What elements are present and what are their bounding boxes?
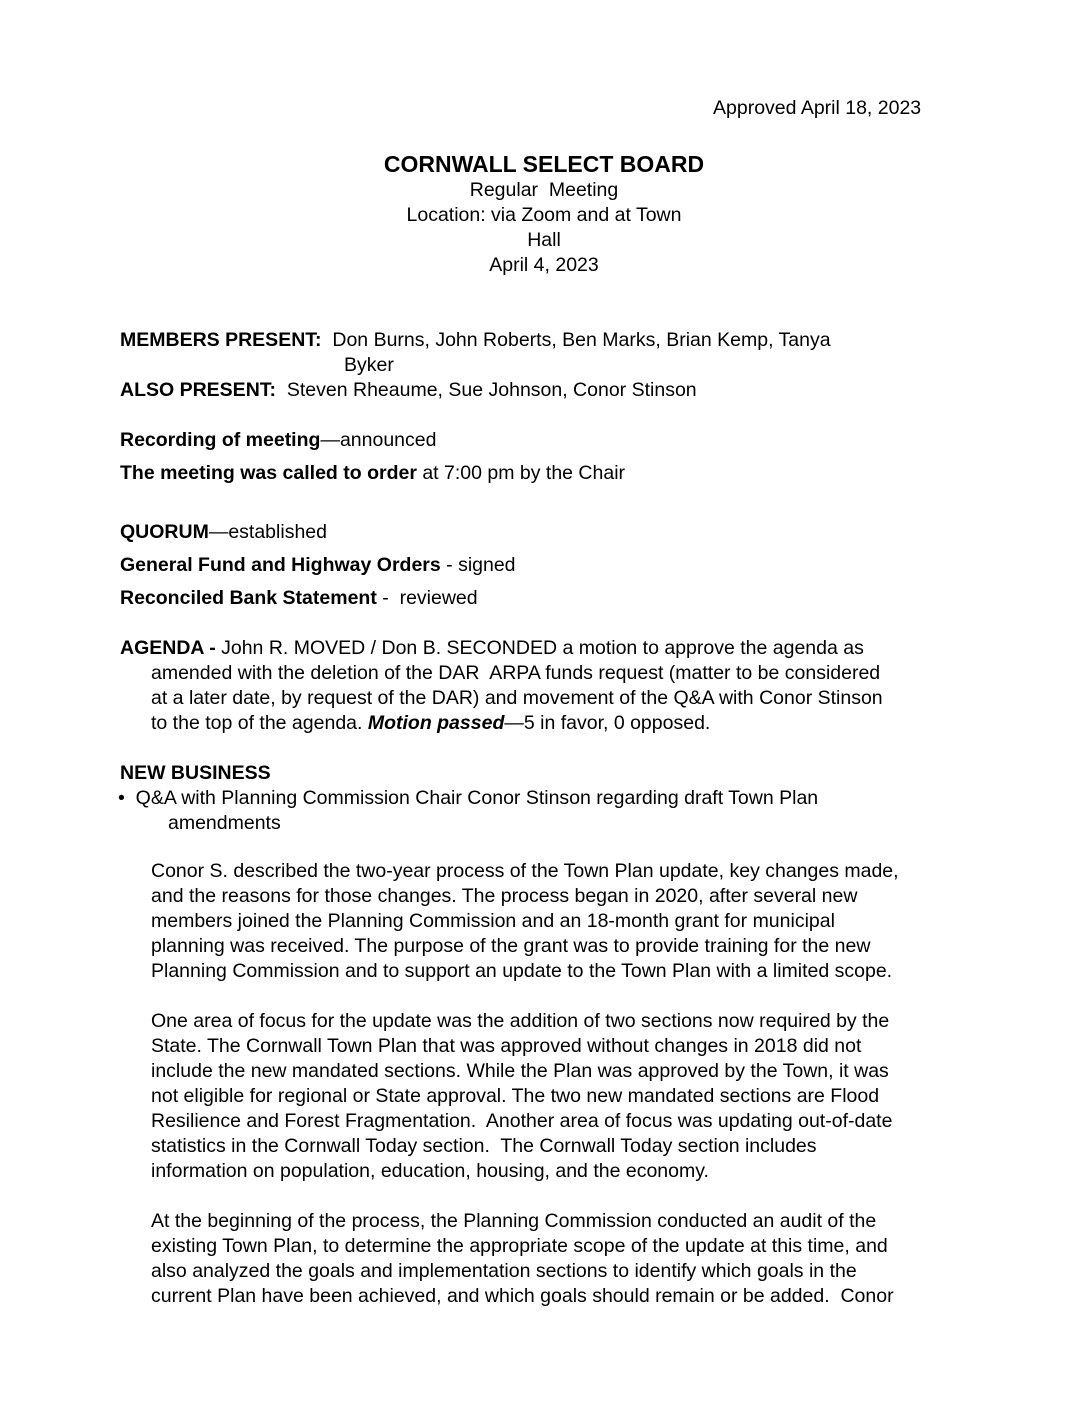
bullet-glyph: •	[118, 787, 125, 809]
quorum-text: —established	[208, 521, 327, 543]
p2-line: State. The Cornwall Town Plan that was approved without changes in 2018 did not	[151, 1035, 862, 1057]
p1-line: members joined the Planning Commission and an 18-month grant for municipal	[151, 910, 835, 932]
document-header	[0, 150, 1088, 278]
approval-date: Approved April 18, 2023	[713, 97, 922, 119]
agenda-line-3: at a later date, by request of the DAR) and movement of the Q&A with Conor Stinson	[151, 687, 883, 709]
p3-line: also analyzed the goals and implementation sections to identify which goals in the	[151, 1260, 857, 1282]
also-present	[120, 378, 920, 403]
orders-item	[120, 553, 980, 578]
document-title: CORNWALL SELECT BOARD	[383, 151, 705, 177]
agenda-line-4	[120, 711, 980, 736]
agenda-text-4b: —5 in favor, 0 opposed.	[504, 712, 711, 734]
members-present-names: Don Burns, John Roberts, Ben Marks, Brian Kemp, Tanya	[332, 329, 831, 351]
members-present	[120, 328, 920, 353]
call-to-order-item	[120, 461, 980, 486]
p3-line: current Plan have been achieved, and which goals should remain or be added. Conor	[151, 1285, 894, 1307]
p2-line: Resilience and Forest Fragmentation. Another area of focus was updating out-of-date	[151, 1110, 893, 1132]
quorum-item	[120, 520, 980, 545]
members-present-label: MEMBERS PRESENT:	[120, 329, 322, 351]
p3-line: At the beginning of the process, the Planning Commission conducted an audit of the	[151, 1210, 877, 1232]
p2-line: include the new mandated sections. While the Plan was approved by the Town, it was	[151, 1060, 889, 1082]
p2-line: statistics in the Cornwall Today section. The Cornwall Today section includes	[151, 1135, 817, 1157]
agenda-label: AGENDA -	[120, 637, 216, 659]
bank-text: - reviewed	[376, 587, 478, 609]
also-present-label: ALSO PRESENT:	[120, 379, 277, 401]
orders-text: - signed	[440, 554, 516, 576]
paragraph-3	[151, 1209, 981, 1309]
new-business-heading	[120, 761, 980, 786]
p2-line: One area of focus for the update was the addition of two sections now required by the	[151, 1010, 890, 1032]
p3-line: existing Town Plan, to determine the appropriate scope of the update at this time, and	[151, 1235, 888, 1257]
new-business-label: NEW BUSINESS	[120, 762, 271, 784]
call-to-order-label: The meeting was called to order	[120, 462, 417, 484]
p2-line: not eligible for regional or State approval. The two new mandated sections are Flood	[151, 1085, 880, 1107]
new-business-bullet	[118, 786, 978, 836]
recording-item	[120, 428, 980, 453]
p2-line: information on population, education, housing, and the economy.	[151, 1160, 709, 1182]
bank-label: Reconciled Bank Statement	[120, 587, 377, 609]
call-to-order-text: at 7:00 pm by the Chair	[416, 462, 626, 484]
recording-text: —announced	[320, 429, 437, 451]
agenda-text-4a: to the top of the agenda.	[151, 712, 368, 734]
agenda-line-1	[120, 636, 980, 661]
members-present-names-cont: Byker	[344, 354, 394, 376]
p1-line: planning was received. The purpose of the grant was to provide training for the new	[151, 935, 871, 957]
bullet-line-1	[118, 786, 978, 811]
also-present-names: Steven Rheaume, Sue Johnson, Conor Stinson	[286, 379, 697, 401]
attendance	[120, 328, 920, 403]
bank-item	[120, 586, 980, 611]
paragraph-1	[151, 859, 981, 984]
bullet-text-1: Q&A with Planning Commission Chair Conor Stinson regarding draft Town Plan	[135, 787, 819, 809]
motion-passed: Motion passed	[367, 712, 505, 734]
agenda-item	[120, 636, 980, 736]
paragraph-2	[151, 1009, 981, 1184]
meeting-type: Regular Meeting	[469, 179, 619, 201]
bullet-line-2: amendments	[168, 812, 281, 834]
meeting-location: Location: via Zoom and at Town	[406, 204, 682, 226]
recording-label: Recording of meeting	[120, 429, 321, 451]
meeting-date: April 4, 2023	[489, 254, 599, 276]
agenda-line-2: amended with the deletion of the DAR ARPA funds request (matter to be considered	[151, 662, 881, 684]
orders-label: General Fund and Highway Orders	[120, 554, 441, 576]
p1-line: and the reasons for those changes. The process began in 2020, after several new	[151, 885, 858, 907]
agenda-text-1: John R. MOVED / Don B. SECONDED a motion to approve the agenda as	[215, 637, 864, 659]
p1-line: Conor S. described the two-year process of the Town Plan update, key changes made,	[151, 860, 899, 882]
quorum-label: QUORUM	[120, 521, 209, 543]
p1-line: Planning Commission and to support an update to the Town Plan with a limited scope.	[151, 960, 893, 982]
meeting-location-cont: Hall	[527, 229, 561, 251]
